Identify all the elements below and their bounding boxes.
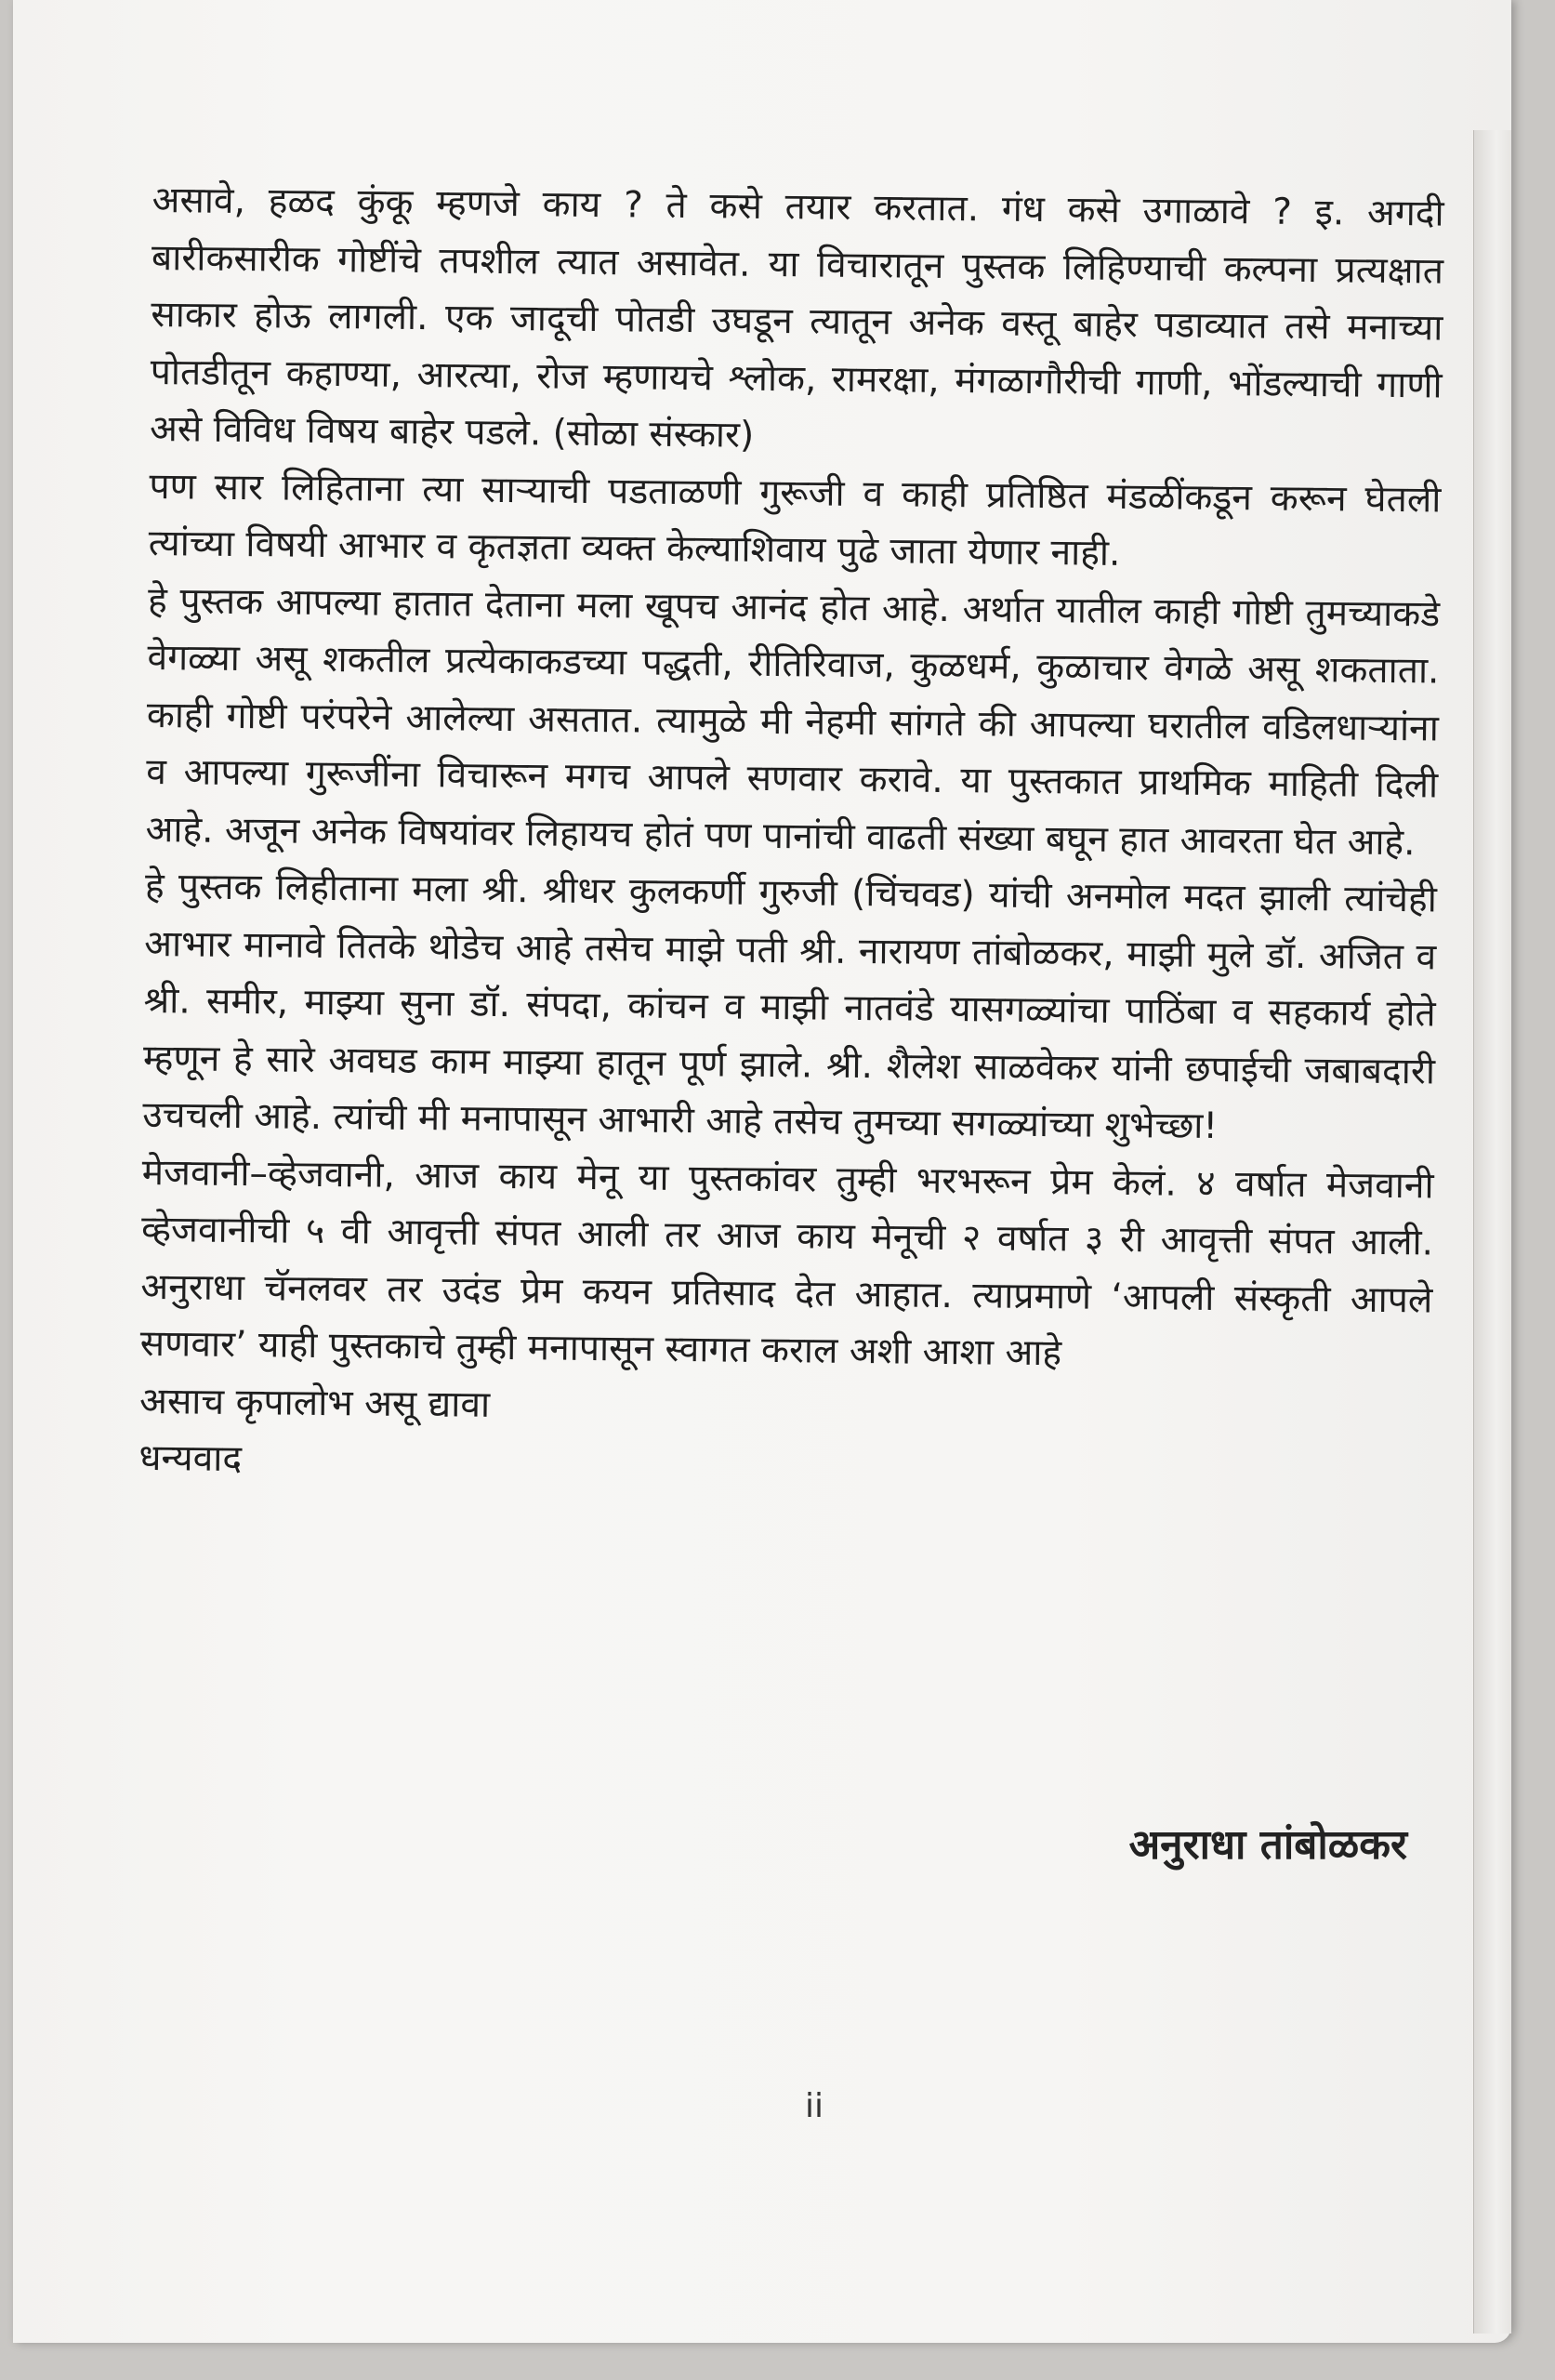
paragraph-1: असावे, हळद कुंकू म्हणजे काय ? ते कसे तयार करतात. गंध कसे उगाळावे ? इ. अगदी बारीकसारीक गोष्टींचे तपशील त्यात असावेत. या विचारातून पुस्तक लिहिण्याची कल्पना प्रत्यक्षात साकार होऊ लागली. एक जादूची पोतडी उघडून त्यातून अनेक वस्तू बाहेर पडाव्यात तसे मनाच्या पोतडीतून कहाण्या, आरत्या, रोज म्हणायचे श्लोक, रामरक्षा, मंगळागौरीची गाणी, भोंडल्याची गाणी असे विविध विषय बाहेर पडले. (सोळा संस्कार)	[149, 178, 1444, 456]
paragraph-7: धन्यवाद	[138, 1436, 243, 1481]
page-edge	[1473, 130, 1511, 2334]
book-page	[13, 0, 1511, 2343]
page-content	[138, 172, 1444, 1501]
paragraph-4: हे पुस्तक लिहीताना मला श्री. श्रीधर कुलकर्णी गुरुजी (चिंचवड) यांची अनमोल मदत झाली त्यांचेही आभार मानावे तितके थोडेच आहे तसेच माझे पती श्री. नारायण तांबोळकर, माझी मुले डॉ. अजित व श्री. समीर, माझ्या सुना डॉ. संपदा, कांचन व माझी नातवंडे यासगळ्यांचा पाठिंबा व सहकार्य होते म्हणून हे सारे अवघड काम माझ्या हातून पूर्ण झाले. श्री. शैलेश साळवेकर यांनी छपाईची जबाबदारी उचचली आहे. त्यांची मी मनापासून आभारी आहे तसेच तुमच्या सगळ्यांच्या शुभेच्छा!	[142, 865, 1438, 1148]
paragraph-3: हे पुस्तक आपल्या हातात देताना मला खूपच आनंद होत आहे. अर्थात यातील काही गोष्टी तुमच्याकडे वेगळ्या असू शकतील प्रत्येकाकडच्या पद्धती, रीतिरिवाज, कुळधर्म, कुळाचार वेगळे असू शकताता. काही गोष्टी परंपरेने आलेल्या असतात. त्यामुळे मी नेहमी सांगते की आपल्या घरातील वडिलधाऱ्यांना व आपल्या गुरूजींना विचारून मगच आपले सणवार करावे. या पुस्तकात प्राथमिक माहिती दिली आहे. अजून अनेक विषयांवर लिहायच होतं पण पानांची वाढती संख्या बघून हात आवरता घेत आहे.	[145, 579, 1441, 864]
page-number: ii	[805, 2087, 824, 2125]
author-signature: अनुराधा तांबोळकर	[1128, 1821, 1407, 1869]
paragraph-5: मेजवानी–व्हेजवानी, आज काय मेनू या पुस्तकांवर तुम्ही भरभरून प्रेम केलं. ४ वर्षात मेजवानी व्हेजवानीची ५ वी आवृत्ती संपत आली तर आज काय मेनूची २ वर्षात ३ री आवृत्ती संपत आली. अनुराधा चॅनलवर तर उदंड प्रेम कयन प्रतिसाद देत आहात. त्याप्रमाणे ‘आपली संस्कृती आपले सणवार’ याही पुस्तकाचे तुम्ही मनापासून स्वागत कराल अशी आशा आहे	[139, 1151, 1434, 1375]
paragraph-2: पण सार लिहिताना त्या साऱ्याची पडताळणी गुरूजी व काही प्रतिष्ठित मंडळींकडून करून घेतली त्यांच्या विषयी आभार व कृतज्ञता व्यक्त केल्याशिवाय पुढे जाता येणार नाही.	[148, 465, 1442, 575]
paragraph-6: असाच कृपालोभ असू द्यावा	[138, 1380, 491, 1426]
